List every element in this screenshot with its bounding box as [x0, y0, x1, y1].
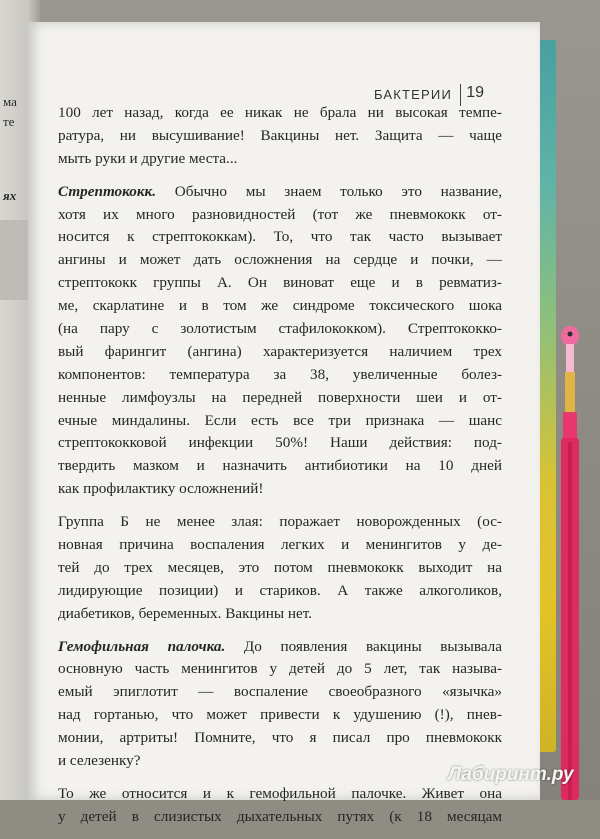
pen-ornament — [566, 344, 574, 374]
text-line: 100 лет назад, когда ее никак не брала ни высокая темпе- — [58, 104, 502, 121]
text-fragment: До появления вакцины вызывала — [225, 637, 502, 655]
pen-tip-holder — [565, 372, 575, 414]
text-line: ангины и может дать осложнения на сердце и почки, — — [58, 251, 502, 269]
paragraph — [58, 102, 502, 171]
pen-grip — [563, 412, 577, 440]
text-line: вый фарингит (ангина) характеризуется наличием трех — [58, 342, 502, 360]
left-page-fragment: те — [3, 114, 15, 129]
text-line: хотя их много разновидностей (тот же пневмококк от- — [58, 205, 502, 223]
text-line: монии, артриты! Помните, что я писал про пневмококк — [58, 729, 502, 747]
left-page-fragment: ях — [3, 188, 17, 203]
text-line: твердить мазком и назначить антибиотики на 10 дней — [58, 457, 502, 475]
text-line: компонентов: температура за 38, увеличенные болез- — [58, 365, 502, 383]
text-line — [58, 181, 502, 204]
text-line: у детей в слизистых дыхательных путях (к 18 месяцам — [58, 807, 502, 825]
text-line — [58, 636, 502, 659]
watermark-logo: Лабиринт.ру — [448, 764, 574, 785]
text-line: ратура, ни высушивание! Вакцины нет. Защита — чаще — [58, 126, 502, 144]
text-line: и селезенку? — [58, 752, 141, 770]
text-line: диабетиков, беременных. Вакцины нет. — [58, 604, 312, 622]
text-line: ме, скарлатине и в том же синдроме токсического шока — [58, 297, 502, 315]
book-page — [28, 22, 540, 825]
text-line: мыть руки и другие места... — [58, 149, 238, 167]
text-line: лидирующие позиции) и стариков. А также алкоголиков, — [58, 581, 502, 599]
paragraph — [58, 636, 502, 773]
text-line: (на пару с золотистым стафилококком). Стрептококко- — [58, 320, 502, 338]
paragraph — [58, 783, 502, 829]
term-heading: Гемофильная палочка. — [58, 637, 226, 655]
chapter-title: БАКТЕРИИ — [373, 87, 452, 102]
page-number: 19 — [466, 84, 484, 101]
text-line: как профилактику осложнений! — [58, 480, 264, 498]
text-line: ненные лимфоузлы на передней поверхности шеи и от- — [58, 388, 502, 406]
text-line: основную часть менингитов у детей до 5 лет, так называ- — [58, 660, 502, 678]
text-line: тей до трех месяцев, это потом пневмококк выходит на — [58, 558, 502, 576]
text-line: стрептококк группы А. Он виноват еще и в ревматиз- — [58, 274, 502, 292]
text-line: стрептококковой инфекции 50%! Наши действия: под- — [58, 434, 502, 452]
pen — [552, 322, 588, 800]
text-line: над гортанью, что может привести к удушению (!), пнев- — [58, 706, 502, 724]
text-line: То же относится и к гемофильной палочке. Живет она — [58, 784, 502, 802]
body-text — [58, 102, 502, 839]
term-heading: Стрептококк. — [58, 182, 157, 200]
text-fragment: Обычно мы знаем только это название, — [156, 182, 502, 200]
text-line: ечные миндалины. Если есть все три признака — шанс — [58, 411, 502, 429]
pen-cap-dot — [568, 332, 573, 337]
pen-refill — [568, 442, 572, 800]
text-line: новная причина воспаления легких и менингитов у де- — [58, 536, 502, 554]
paragraph — [58, 181, 502, 501]
text-line: Группа Б не менее злая: поражает новорожденных (ос- — [58, 513, 502, 531]
text-line: емый эпиглотит — воспаление своеобразного «язычка» — [58, 683, 502, 701]
left-page-fragment: ма — [3, 94, 17, 109]
text-line: носится к стрептококкам). То, что так часто вызывает — [58, 228, 502, 246]
paragraph — [58, 511, 502, 625]
